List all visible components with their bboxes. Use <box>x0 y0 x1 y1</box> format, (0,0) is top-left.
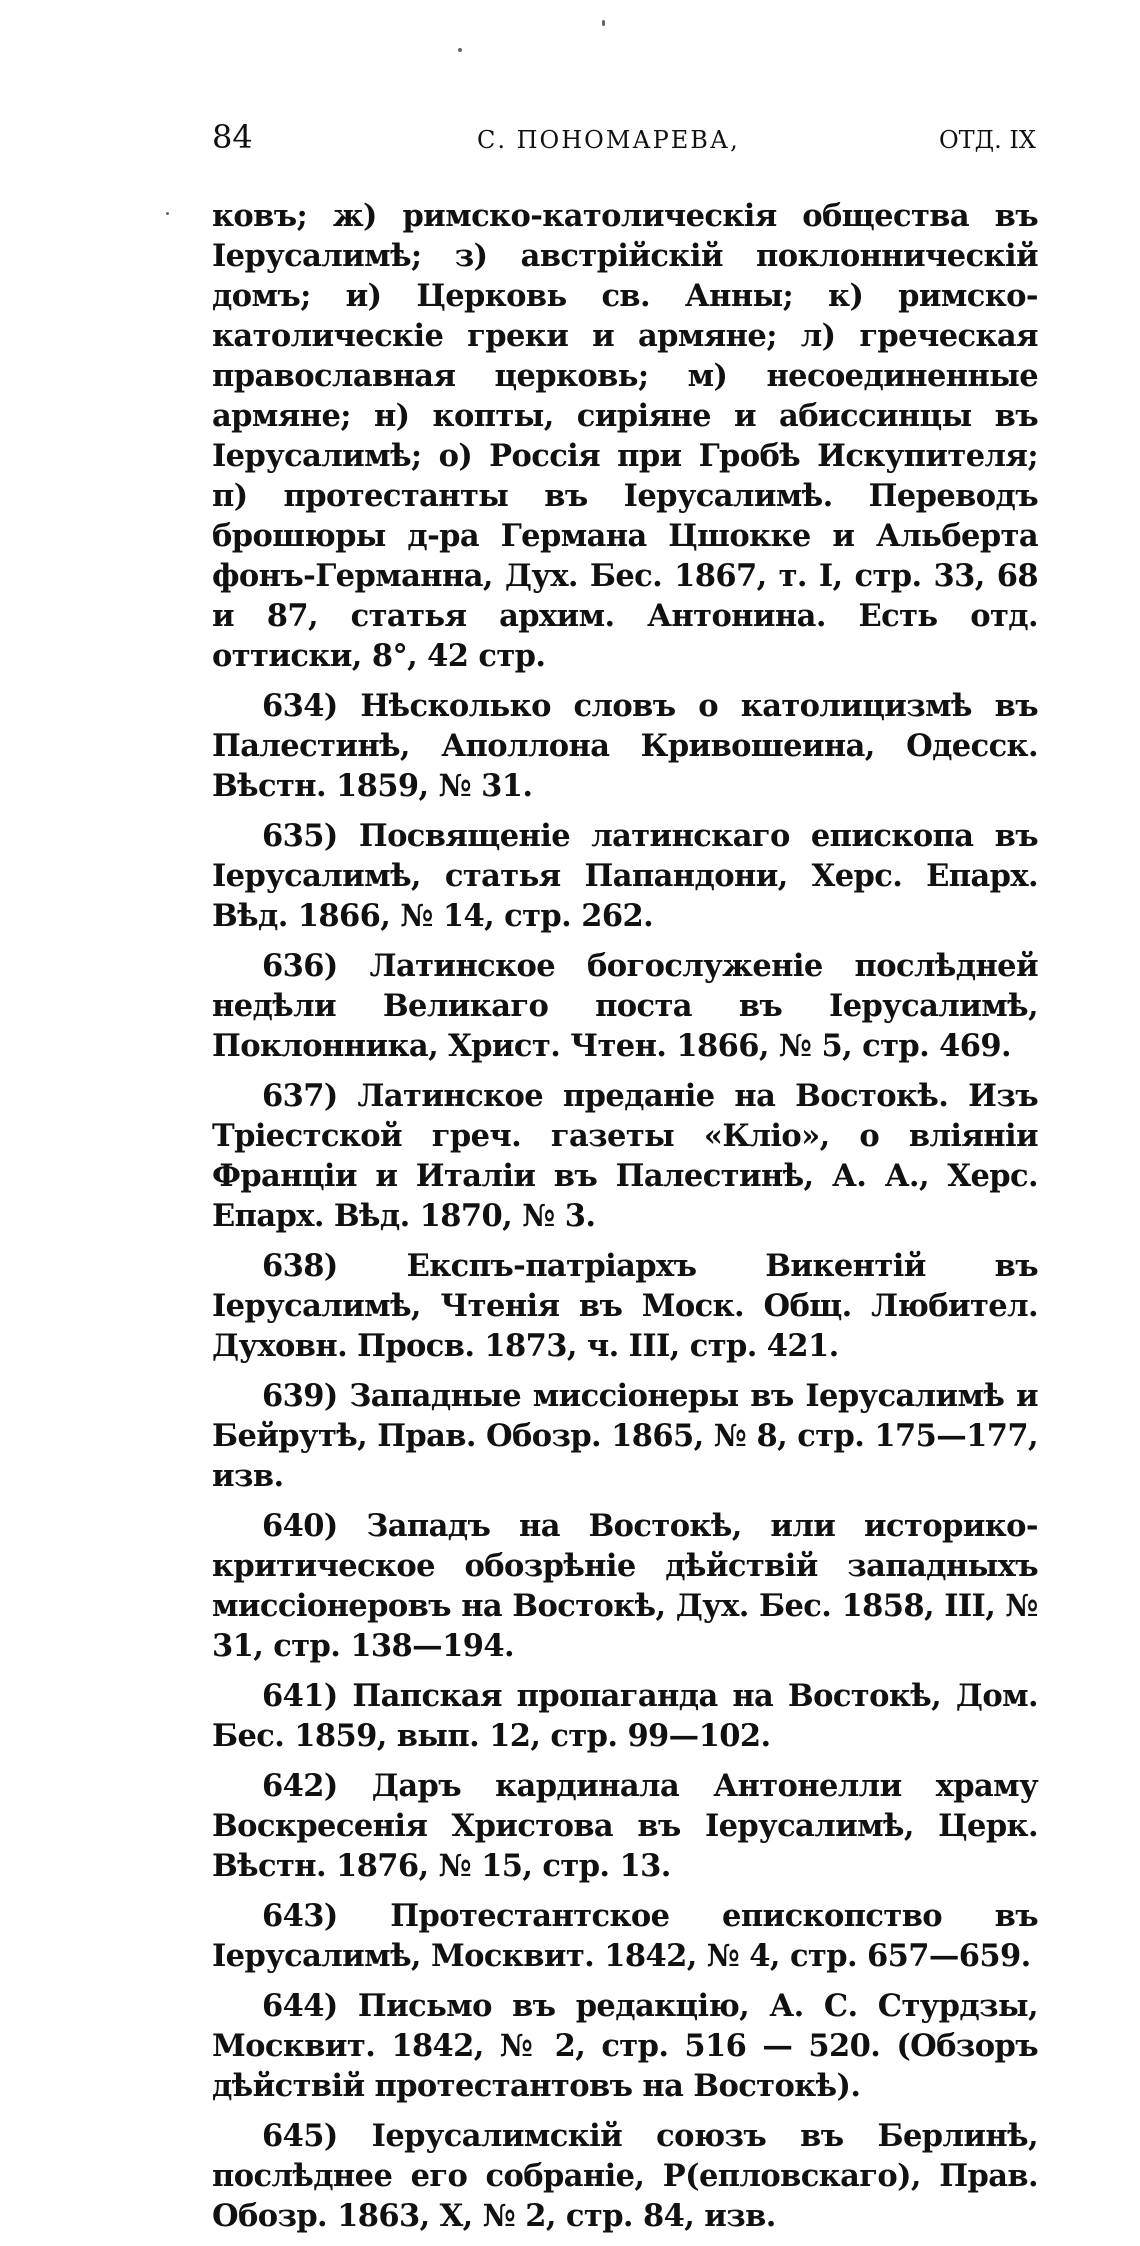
running-title: С. ПОНОМАРЕВА, <box>477 126 740 154</box>
scan-speck <box>602 20 605 26</box>
bibliography-entry-637: 637) Латинское преданіе на Востокѣ. Изъ Тріестской греч. газеты «Кліо», о вліяніи Франціи и Италіи въ Палестинѣ, А. А., Херс. Епарх. Вѣд. 1870, № 3. <box>212 1078 1038 1234</box>
bibliography-entry-639: 639) Западные миссіонеры въ Іерусалимѣ и Бейрутѣ, Прав. Обозр. 1865, № 8, стр. 175—177, изв. <box>212 1378 1038 1494</box>
section-label: ОТД. IX <box>938 126 1036 154</box>
bibliography-entry-636: 636) Латинское богослуженіе послѣдней недѣли Великаго поста въ Іерусалимѣ, Поклонника, Христ. Чтен. 1866, № 5, стр. 469. <box>212 948 1038 1064</box>
bibliography-entry-634: 634) Нѣсколько словъ о католицизмѣ въ Палестинѣ, Аполлона Кривошеина, Одесск. Вѣстн. 1859, № 31. <box>212 688 1038 804</box>
page-header <box>212 118 1036 168</box>
bibliography-entry-645: 645) Іерусалимскій союзъ въ Берлинѣ, послѣднее его собраніе, Р(епловскаго), Прав. Обозр. 1863, X, № 2, стр. 84, изв. <box>212 2118 1038 2234</box>
bibliography-entry-644: 644) Письмо въ редакцію, А. С. Стурдзы, Москвит. 1842, № 2, стр. 516 — 520. (Обзоръ дѣйствій протестантовъ на Востокѣ). <box>212 1988 1038 2104</box>
bibliography-entry-continued: ковъ; ж) римско-католическія общества въ Іерусалимѣ; з) австрійскій поклонническій домъ; и) Церковь св. Анны; к) римско-католическіе греки и армяне; л) греческая православная церковь; м) несоединенные армяне; н) копты, сиріяне и абиссинцы въ Іерусалимѣ; о) Россія при Гробѣ Искупителя; п) протестанты въ Іерусалимѣ. Переводъ брошюры д-ра Германа Цшокке и Альберта фонъ-Германна, Дух. Бес. 1867, т. I, стр. 33, 68 и 87, статья архим. Антонина. Есть отд. оттиски, 8°, 42 стр. <box>212 198 1038 674</box>
bibliography-entry-638: 638) Експъ-патріархъ Викентій въ Іерусалимѣ, Чтенія въ Моск. Общ. Любител. Духовн. Просв. 1873, ч. III, стр. 421. <box>212 1248 1038 1364</box>
bibliography-entry-642: 642) Даръ кардинала Антонелли храму Воскресенія Христова въ Іерусалимѣ, Церк. Вѣстн. 1876, № 15, стр. 13. <box>212 1768 1038 1884</box>
bibliography-list <box>212 196 1038 2246</box>
scan-speck <box>166 212 169 215</box>
bibliography-entry-641: 641) Папская пропаганда на Востокѣ, Дом. Бес. 1859, вып. 12, стр. 99—102. <box>212 1678 1038 1754</box>
bibliography-entry-635: 635) Посвященіе латинскаго епископа въ Іерусалимѣ, статья Папандони, Херс. Епарх. Вѣд. 1866, № 14, стр. 262. <box>212 818 1038 934</box>
bibliography-entry-643: 643) Протестантское епископство въ Іерусалимѣ, Москвит. 1842, № 4, стр. 657—659. <box>212 1898 1038 1974</box>
page-number: 84 <box>212 118 253 156</box>
bibliography-entry-640: 640) Западъ на Востокѣ, или историко-критическое обозрѣніе дѣйствій западныхъ миссіонеровъ на Востокѣ, Дух. Бес. 1858, III, № 31, стр. 138—194. <box>212 1508 1038 1664</box>
scan-speck <box>458 48 462 52</box>
